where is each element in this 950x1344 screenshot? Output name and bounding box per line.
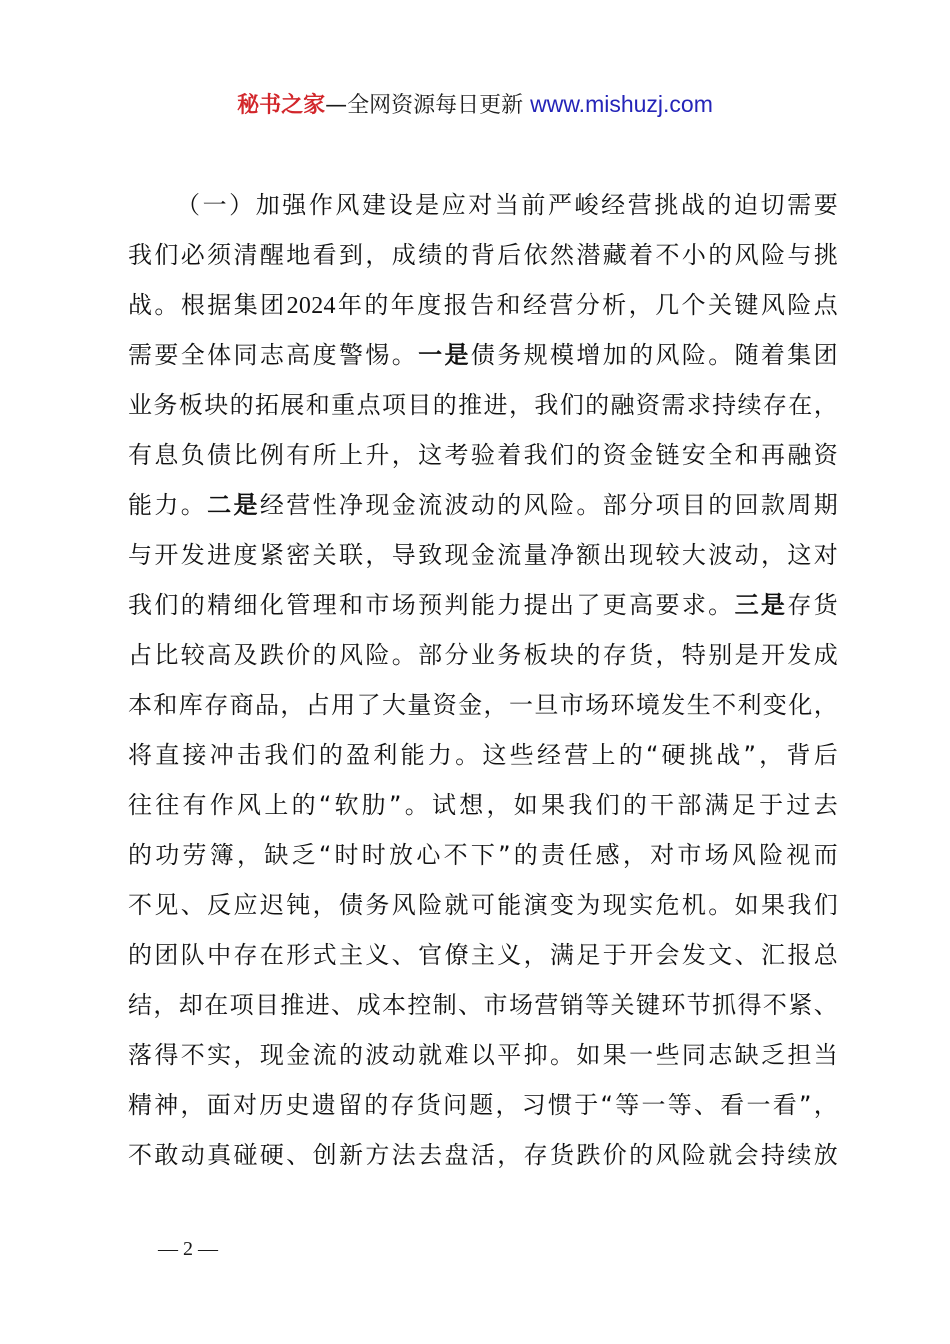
document-body [128, 180, 838, 1180]
text-line [128, 730, 838, 780]
text-segment: 经营性净现金流波动的风险。部分项目的回款周期 [259, 491, 838, 519]
text-line [128, 430, 838, 480]
text-segment: 不见、反应迟钝，债务风险就可能演变为现实危机。如果我们 [128, 891, 838, 919]
text-segment: 本和库存商品，占用了大量资金，一旦市场环境发生不利变化， [128, 691, 838, 719]
text-line [128, 580, 838, 630]
text-segment: 落得不实，现金流的波动就难以平抑。如果一些同志缺乏担当 [128, 1041, 838, 1069]
text-line [128, 780, 838, 830]
text-line [128, 330, 838, 380]
text-line [128, 280, 838, 330]
brand-name: 秘书之家 [237, 93, 326, 118]
header-tagline: —全网资源每日更新 [325, 93, 531, 118]
emphasis-text: 二是 [207, 491, 260, 519]
text-segment: 精神，面对历史遗留的存货问题，习惯于“等一等、看一看”， [128, 1091, 838, 1119]
text-segment: 年的年度报告和经营分析，几个关键风险点 [335, 291, 838, 319]
text-line [128, 930, 838, 980]
text-line [128, 1030, 838, 1080]
text-line [128, 480, 838, 530]
text-line [128, 880, 838, 930]
text-line [128, 1080, 838, 1130]
text-line [128, 680, 838, 730]
text-segment: 2024 [286, 293, 336, 319]
text-segment: 我们必须清醒地看到，成绩的背后依然潜藏着不小的风险与挑 [128, 241, 838, 269]
text-line [128, 230, 838, 280]
website-url[interactable]: www.mishuzj.com [530, 91, 713, 117]
text-line [128, 1130, 838, 1180]
text-segment: 将直接冲击我们的盈利能力。这些经营上的“硬挑战”，背后 [128, 741, 838, 769]
text-segment: 的团队中存在形式主义、官僚主义，满足于开会发文、汇报总 [128, 941, 838, 969]
text-segment: 的功劳簿，缺乏“时时放心不下”的责任感，对市场风险视而 [128, 841, 838, 869]
text-segment: 战。根据集团 [128, 291, 287, 319]
emphasis-text: 一是 [418, 341, 471, 369]
page-number: — 2 — [158, 1238, 218, 1260]
text-segment: 我们的精细化管理和市场预判能力提出了更高要求。 [128, 591, 735, 619]
text-segment: （一）加强作风建设是应对当前严峻经营挑战的迫切需要 [176, 191, 838, 219]
text-line [128, 380, 838, 430]
text-segment: 不敢动真碰硬、创新方法去盘活，存货跌价的风险就会持续放 [128, 1141, 838, 1169]
text-segment: 占比较高及跌价的风险。部分业务板块的存货，特别是开发成 [128, 641, 838, 669]
text-segment: 需要全体同志高度警惕。 [128, 341, 419, 369]
emphasis-text: 三是 [734, 591, 788, 619]
text-line [128, 630, 838, 680]
text-line [128, 830, 838, 880]
text-segment: 有息负债比例有所上升，这考验着我们的资金链安全和再融资 [128, 441, 838, 469]
text-line [128, 980, 838, 1030]
text-segment: 与开发进度紧密关联，导致现金流量净额出现较大波动，这对 [128, 541, 838, 569]
page-header [0, 86, 950, 124]
text-line [128, 180, 838, 230]
text-segment: 往往有作风上的“软肋”。试想，如果我们的干部满足于过去 [128, 791, 838, 819]
text-segment: 结，却在项目推进、成本控制、市场营销等关键环节抓得不紧、 [128, 991, 838, 1019]
text-segment: 能力。 [128, 491, 208, 519]
text-segment: 业务板块的拓展和重点项目的推进，我们的融资需求持续存在， [128, 391, 838, 419]
text-segment: 债务规模增加的风险。随着集团 [470, 341, 838, 369]
text-line [128, 530, 838, 580]
text-segment: 存货 [787, 591, 838, 619]
